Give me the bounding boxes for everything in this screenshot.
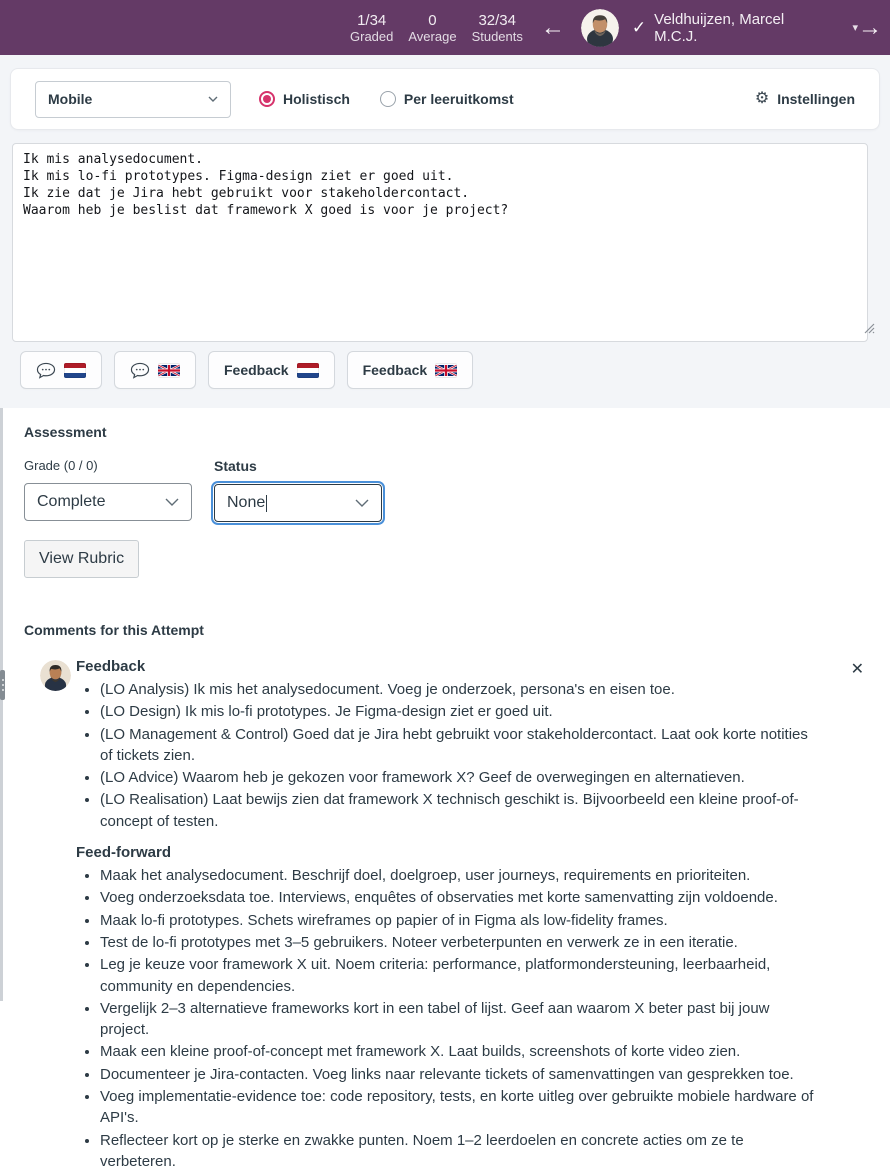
stat-graded-label: Graded <box>350 28 394 44</box>
status-label: Status <box>214 458 257 474</box>
grading-mode-radios <box>259 91 514 107</box>
speech-bubble-icon <box>130 362 150 379</box>
status-field <box>214 458 382 522</box>
uk-flag-icon <box>435 363 457 378</box>
list-item: • Leg je keuze voor framework X uit. Noem criteria: performance, platformondersteuning, leerbaarheid, community en dependencies. <box>100 954 822 997</box>
stat-graded <box>350 12 393 44</box>
comments-title: Comments for this Attempt <box>24 622 204 638</box>
speedgrader-header <box>0 0 890 55</box>
list-item: • Maak een kleine proof-of-concept met framework X. Laat builds, screenshots of korte video zien. <box>100 1041 822 1062</box>
comment-nl-button[interactable] <box>20 351 102 389</box>
grading-stats <box>350 12 523 44</box>
feedback-en-button[interactable] <box>347 351 474 389</box>
list-item: • Test de lo-fi prototypes met 3–5 gebruikers. Noteer verbeterpunten en verwerk ze in een iteratie. <box>100 932 822 953</box>
feedback-action-buttons <box>20 351 880 389</box>
list-item: • (LO Advice) Waarom heb je gekozen voor framework X? Geef de overwegingen en alternatieven. <box>100 767 822 788</box>
status-select-value: None <box>227 494 266 511</box>
comment-en-button[interactable] <box>114 351 196 389</box>
list-item: • Reflecteer kort op je sterke en zwakke punten. Noem 1–2 leerdoelen en concrete acties om ze te verbeteren. <box>100 1130 822 1172</box>
stat-average-value: 0 <box>428 11 437 29</box>
list-item: • Voeg onderzoeksdata toe. Interviews, enquêtes of observaties met korte samenvatting zijn voldoende. <box>100 887 822 908</box>
stat-students-value: 32/34 <box>478 11 516 29</box>
commenter-avatar <box>40 660 71 691</box>
student-menu-caret-icon[interactable]: ▾ <box>852 22 858 34</box>
next-student-arrow-icon[interactable]: → <box>858 13 882 41</box>
grading-panel <box>0 55 890 408</box>
list-item: • Maak het analysedocument. Beschrijf doel, doelgroep, user journeys, requirements en prioriteiten. <box>100 865 822 886</box>
chevron-down-icon <box>165 498 179 506</box>
list-item: • (LO Analysis) Ik mis het analysedocument. Voeg je onderzoek, persona's en eisen toe. <box>100 679 822 700</box>
pane-drag-handle[interactable] <box>0 670 5 700</box>
radio-unselected-icon <box>380 91 396 107</box>
list-item: • Vergelijk 2–3 alternatieve frameworks kort in een tabel of lijst. Geef aan waarom X beter past bij jouw project. <box>100 998 822 1041</box>
assessment-pane <box>0 408 890 1170</box>
list-item: • (LO Management & Control) Goed dat je Jira hebt gebruikt voor stakeholdercontact. Laat ook korte notities of tickets zien. <box>100 724 822 767</box>
radio-holistisch-label: Holistisch <box>283 91 350 107</box>
radio-selected-icon <box>259 91 275 107</box>
feedback-editor-wrap <box>12 143 878 342</box>
feedforward-list <box>76 865 822 1172</box>
list-item: • Maak lo-fi prototypes. Schets wireframes op papier of in Figma als low-fidelity frames. <box>100 910 822 931</box>
stat-average-label: Average <box>408 28 457 44</box>
list-item: • Voeg implementatie-evidence toe: code repository, tests, en korte uitleg over gebruikte mobiele hardware of API's. <box>100 1086 822 1129</box>
feedback-nl-label: Feedback <box>224 362 289 378</box>
comment-feedforward-heading: Feed-forward <box>76 844 172 862</box>
netherlands-flag-icon <box>64 363 86 378</box>
feedback-textarea[interactable] <box>12 143 868 342</box>
textarea-resize-handle-icon[interactable] <box>864 321 875 339</box>
assessment-title: Assessment <box>24 424 107 440</box>
stat-students <box>472 12 523 44</box>
speech-bubble-icon <box>36 362 56 379</box>
feedback-list <box>76 679 822 832</box>
list-item: • Documenteer je Jira-contacten. Voeg links naar relevante tickets of samenvattingen van gesprekken toe. <box>100 1064 822 1085</box>
view-rubric-button[interactable]: View Rubric <box>24 540 139 578</box>
assignment-select[interactable] <box>35 81 231 118</box>
uk-flag-icon <box>158 363 180 378</box>
gear-icon: ⚙ <box>754 90 770 107</box>
netherlands-flag-icon <box>297 363 319 378</box>
chevron-down-icon <box>208 96 218 102</box>
stat-graded-value: 1/34 <box>357 11 387 29</box>
pane-divider <box>0 408 3 1001</box>
radio-per-leeruitkomst[interactable] <box>380 91 514 107</box>
settings-label: Instellingen <box>777 91 855 107</box>
status-select[interactable] <box>214 484 382 522</box>
commenter-avatar-image <box>40 660 71 691</box>
feedback-en-label: Feedback <box>362 362 428 378</box>
grade-status-row <box>24 458 874 522</box>
list-item: • (LO Realisation) Laat bewijs zien dat framework X technisch geschikt is. Bijvoorbeeld een kleine proof-of-concept of testen. <box>100 789 822 832</box>
grade-select[interactable] <box>24 483 192 521</box>
comment-feedback-heading: Feedback <box>76 658 146 675</box>
student-name: Veldhuijzen, Marcel M.C.J. <box>654 10 785 45</box>
options-toolbar <box>10 68 880 130</box>
close-icon[interactable]: ✕ <box>850 661 864 678</box>
assignment-select-value: Mobile <box>48 91 93 107</box>
student-avatar-image <box>581 9 619 47</box>
grade-label: Grade (0 / 0) <box>24 458 98 473</box>
feedback-nl-button[interactable] <box>208 351 335 389</box>
stat-average <box>408 12 456 44</box>
list-item: • (LO Design) Ik mis lo-fi prototypes. Je Figma-design ziet er goed uit. <box>100 701 822 722</box>
comment-item <box>24 658 874 1172</box>
student-avatar <box>581 9 619 47</box>
text-cursor <box>266 495 267 512</box>
grade-field <box>24 458 192 522</box>
chevron-down-icon <box>355 499 369 507</box>
grade-select-value: Complete <box>37 493 106 510</box>
previous-student-arrow-icon[interactable]: ← <box>540 13 565 41</box>
radio-holistisch[interactable] <box>259 91 350 107</box>
graded-check-icon: ✓ <box>631 17 647 37</box>
radio-per-leeruitkomst-label: Per leeruitkomst <box>403 91 514 107</box>
settings-button[interactable] <box>755 91 855 107</box>
stat-students-label: Students <box>471 28 523 44</box>
